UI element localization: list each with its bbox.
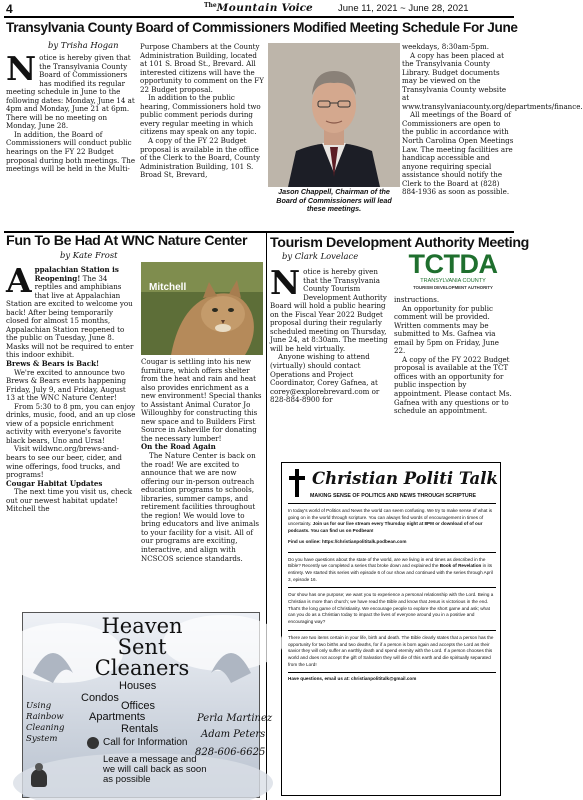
christian-ad-p1-text: In today's world of Politics and News the world can seem confusing. We try to make sense of what is going on in the world through scripture. You can always find words of encouragement in times of uncertainty. — [288, 508, 493, 527]
article1-col1-p2: In addition, the Board of Commissioners will conduct public hearings on the FY 22 Budget proposal during both meetings. The meetings will be held in the Multi- — [6, 129, 136, 174]
article3-col1 — [270, 263, 388, 448]
service-condos: Condos — [81, 692, 119, 704]
christian-ad-p3: Our show has one purpose; we want you to experience a personal relationship with the Lord. Being a Christian is more than church; we have read the Bible and know that Jesus is victorious in the end. That's the long game of Christianity. We encourage people to explore the short game and ask; what can you do as a Christian today to impact the lives of everyone around you in a positive and encouraging way? — [288, 592, 494, 625]
christian-ad-p2-text: Do you have questions about the state of the world, are we living in end times as described in the Bible? Recently we completed a series that broke down and explained the — [288, 556, 486, 569]
article3-col2-p3: A copy of the FY 2022 Budget proposal is available at the TCT offices with an opportunity for public inspection by appointment. Please contact Ms. Gafnea with any questions or to schedule an appointment. — [394, 354, 512, 416]
masthead-title — [204, 2, 313, 14]
article2-sub3: On the Road Again — [141, 442, 216, 452]
article2-sub1: Brews & Bears is Back! — [6, 359, 100, 369]
chairman-portrait — [268, 43, 400, 187]
article1-col4-p1: weekdays, 8:30am-5pm. — [402, 42, 490, 51]
cross-icon — [288, 469, 306, 497]
article1-col2-p2: In addition to the public hearing, Commissioners hold two public comment periods during every regular meeting in which citizens may speak on any topic. — [140, 93, 261, 137]
article1-headline: Transylvania County Board of Commissioners Modified Meeting Schedule For June — [6, 20, 518, 35]
article1-col1 — [6, 49, 136, 236]
article2-dropcap: A — [6, 261, 32, 300]
christian-ad-p2-end: in its entirety. We started this series with episode 6 of our show and continued with the series through April 3, episode 16. — [288, 563, 493, 582]
phone-icon — [87, 737, 99, 749]
article2-col2 — [141, 358, 264, 608]
cleaners-title-heaven: Heaven — [101, 614, 183, 638]
article2-col2-p1: Cougar is settling into his new furniture, which offers shelter from the heat and rain and heat also provides enrichment as a new environment! Special thanks to Assistant Animal Curator Jo Willoughby for constructing this new space and to Builders First Source in Asheville for donating the necessary lumber! — [141, 357, 262, 443]
christian-ad-p1-bold: Join us for our live stream every Thursday night at 8PM or download of of our podcasts. You can find us on Podbean! — [288, 521, 483, 534]
masthead-voice: Voice — [281, 2, 313, 14]
article1-col4-p2: A copy has been placed at the Transylvania County Library. Budget documents may be viewed on the Transylvania County website at www.transylvaniacounty.org/departments/finance. — [402, 50, 583, 111]
cougar-image — [141, 262, 263, 355]
tctda-logo-sub2: TOURISM DEVELOPMENT AUTHORITY — [413, 285, 493, 290]
article3-col1-p2: Anyone wishing to attend (virtually) should contact Operations and Project Coordinator, Corey Gafnea, at corey@explorebrevard.com or 828-884-8900 for — [270, 352, 380, 405]
cougar-photo — [141, 262, 263, 355]
tctda-logo-text: TCTDA — [408, 249, 498, 279]
article2-col2-p2: The Nature Center is back on the road! We are excited to announce that we are now offering our in-person outreach education programs to schools, libraries, summer camps, and retirement facilities throughout the region! We would love to bring educators and live animals to your facility for a visit. All of our programs are exciting, interactive, and align with NCSCOS science standards. — [141, 451, 260, 563]
christian-ad-divider-1 — [288, 552, 496, 553]
christian-ad-p2-bold: Book of Revelation — [439, 563, 482, 569]
christian-ad-find-us: Find us online: https://christianpolititalk.podbean.com — [288, 538, 407, 544]
article2-sub2: Cougar Habitat Updates — [6, 478, 103, 488]
cleaners-title-sent: Sent — [117, 635, 167, 659]
chairman-caption: Jason Chappell, Chairman of the Board of Commissioners will lead these meetings. — [276, 187, 392, 214]
article1-col1-p1: otice is hereby given that the Transylvania County Board of Commissioners has modified its regular meeting schedule in June to the following dates: Monday, June 14 at 4pm and Monday, June 21 at 6pm. There will be no meeting on Monday, June 28. — [6, 53, 135, 131]
christian-ad-divider-4 — [288, 672, 496, 673]
article1-col4 — [402, 42, 583, 236]
article2-col1-p1: The 34 reptiles and amphibians that live at Appalachian Station are excited to welcome you back! After being temporarily closed for almost 15 months, Appalachian Station reopened to the public on Tuesday, June 8. Masks will not be required to enter this indoor exhibit. — [6, 273, 134, 360]
cleaners-left-4: System — [26, 734, 58, 744]
article2-col1-p3: From 5:30 to 8 pm, you can enjoy drinks, music, food, and an up close view of a popsicle enrichment activity with everyone's favorite black bears, Uno and Ursa! — [6, 401, 136, 445]
service-houses: Houses — [119, 680, 157, 692]
tctda-logo — [394, 250, 512, 294]
masthead-dates: June 11, 2021 ~ June 28, 2021 — [338, 3, 469, 14]
article2-headline: Fun To Be Had At WNC Nature Center — [6, 233, 248, 249]
masthead-the: The — [204, 2, 217, 9]
article1-dropcap: N — [6, 49, 37, 88]
article3-col2-p1: instructions. — [394, 295, 440, 304]
article2-col1-p2: We're excited to announce two Brews & Bears events happening Friday, July 9, and Friday, August 13 at the WNC Nature Center! — [6, 367, 127, 403]
article1-col2 — [140, 43, 266, 236]
article1-col4-p3: All meetings of the Board of Commissioners are open to the public in accordance with North Carolina Open Meetings Law. The meeting facilities are handicap accessible and anyone requiring special assistance should notify the Clerk to the Board at (828) 884-1936 as soon as possible. — [402, 110, 514, 197]
article3-dropcap: N — [270, 263, 301, 302]
christian-ad-p1 — [288, 508, 496, 535]
tctda-logo-sub1: TRANSYLVANIA COUNTY — [420, 278, 486, 284]
christian-ad-body — [288, 508, 496, 683]
article2-lead-bold: ppalachian Station is Reopening! — [34, 265, 119, 283]
christian-ad-rule — [288, 503, 496, 504]
cleaners-call: Call for Information — [103, 737, 188, 748]
cleaners-title-cleaners: Cleaners — [94, 656, 190, 680]
article2-col1-p5: The next time you visit us, check out our newest habitat update! Mitchell the — [6, 487, 133, 514]
cleaners-phone: 828-606-6625 — [195, 747, 266, 758]
cleaners-left-1: Using — [26, 701, 52, 711]
article3-col1-p1: otice is hereby given that the Transylvania County Tourism Development Authority Board will hold a public hearing on the Fiscal Year 2022 Budget proposal during their regularly scheduled meeting on Thursday, June 24, at 8:30am. The meeting will be held virtually. — [270, 267, 388, 353]
chairman-photo — [268, 43, 400, 187]
article3-col2 — [394, 296, 512, 448]
page-number: 4 — [6, 2, 13, 16]
cleaners-left-text — [26, 701, 64, 745]
cougar-photo-label: Mitchell — [149, 282, 187, 293]
heaven-sent-cleaners-ad — [22, 612, 273, 798]
masthead — [6, 2, 512, 16]
christian-ad-p4: There are two items certain in your life, birth and death. The Bible clearly states that a person has the opportunity for two births and two deaths, for if a person is born again and accepts the Lord as their savior they will only suffer an earthly death and spend eternity with the Lord. If a person chooses this world and does not accept the gift of Salvation they will die of this earth and die spiritually separated from the Lord! — [288, 634, 494, 667]
christian-politi-talk-ad — [281, 462, 501, 796]
vacuum-icon — [29, 763, 49, 789]
christian-ad-p2 — [288, 557, 496, 584]
christian-ad-title: Christian Politi Talk — [312, 469, 498, 488]
article3-byline: by Clark Lovelace — [282, 251, 359, 261]
article1-col2-p1: Purpose Chambers at the County Administration Building, located at 101 S. Broad St., Brevard. All interested citizens will have the opportunity to comment on the FY 22 Budget proposal. — [140, 42, 264, 94]
cleaners-left-3: Cleaning — [26, 723, 65, 733]
cleaners-leave-message: Leave a message and we will call back as soon as possible — [103, 754, 207, 785]
article3-col2-p2: An opportunity for public comment will be provided. Written comments may be submitted to Ms. Gafnea via email by 5pm on Friday, June 22. — [394, 303, 499, 356]
article2-col1-p4: Visit wildwnc.org/brews-and-bears to see our beer, cider, and wine offerings, food trucks, and programs! — [6, 444, 122, 480]
cleaners-name-1: Perla Martinez — [197, 713, 273, 724]
christian-ad-subtitle: MAKING SENSE OF POLITICS AND NEWS THROUGH SCRIPTURE — [310, 493, 477, 499]
service-offices: Offices — [121, 700, 156, 712]
masthead-rule — [4, 16, 514, 18]
christian-ad-email: Have questions, email us at: christianpolititalk@gmail.com — [288, 676, 417, 682]
christian-ad-divider-2 — [288, 587, 496, 588]
masthead-mountain: Mountain — [216, 2, 278, 14]
article2-byline: by Kate Frost — [60, 250, 118, 260]
service-apartments: Apartments — [89, 711, 146, 723]
article1-byline: by Trisha Hogan — [48, 40, 119, 50]
article3-headline: Tourism Development Authority Meeting — [270, 235, 529, 251]
article2-col1 — [6, 261, 136, 608]
cleaners-left-2: Rainbow — [26, 712, 64, 722]
service-rentals: Rentals — [121, 723, 159, 735]
article1-col2-p3: A copy of the FY 22 Budget proposal is available in the office of the Clerk to the Board, County Administration Building, 101 S. Broad St, Brevard, — [140, 136, 260, 180]
cleaners-name-2: Adam Peters — [201, 729, 266, 740]
christian-ad-divider-3 — [288, 630, 496, 631]
